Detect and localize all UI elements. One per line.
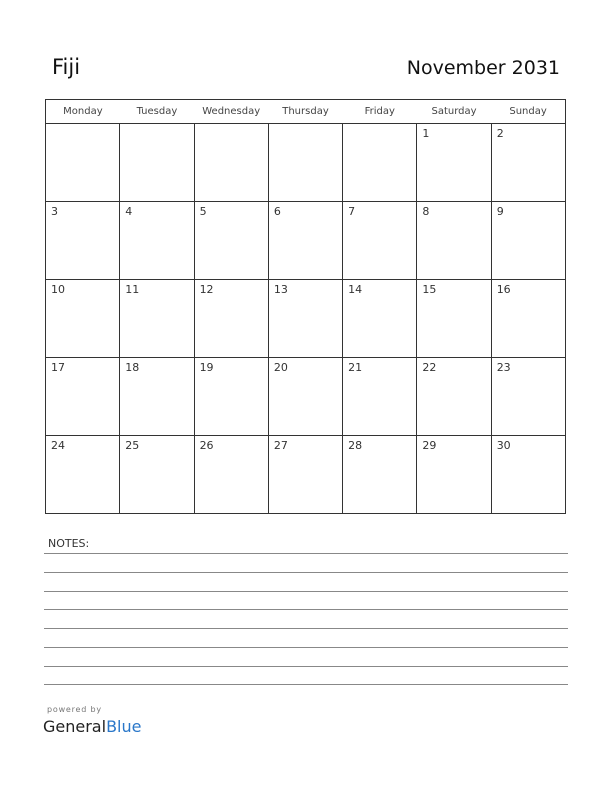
day-cell: [194, 124, 268, 202]
day-number: 19: [199, 361, 214, 374]
day-number: 22: [422, 361, 437, 374]
week-row: [46, 202, 566, 280]
weekday-header: Tuesday: [120, 100, 194, 124]
note-line: [44, 666, 568, 667]
month-year-title: November 2031: [406, 57, 560, 79]
note-line: [44, 572, 568, 573]
day-cell: [343, 202, 417, 280]
day-cell: [46, 202, 120, 280]
day-cell: [46, 124, 120, 202]
day-cell: [268, 124, 342, 202]
day-number: 8: [422, 205, 430, 218]
day-number: 12: [199, 283, 214, 296]
note-line: [44, 684, 568, 685]
day-number: 5: [199, 205, 207, 218]
note-line: [44, 609, 568, 610]
weekday-header: Thursday: [268, 100, 342, 124]
day-cell: [343, 280, 417, 358]
day-number: 27: [273, 439, 288, 452]
day-number: 4: [125, 205, 133, 218]
day-number: 29: [422, 439, 437, 452]
day-number: 9: [496, 205, 504, 218]
day-cell: [343, 358, 417, 436]
day-cell: [120, 358, 194, 436]
day-cell: [46, 358, 120, 436]
day-cell: [491, 358, 565, 436]
day-number: 15: [422, 283, 437, 296]
weekday-header-row: [46, 100, 566, 124]
weekday-header: Saturday: [417, 100, 491, 124]
brand-part-blue: Blue: [106, 717, 142, 736]
day-cell: [343, 124, 417, 202]
day-number: 14: [348, 283, 363, 296]
day-number: 24: [51, 439, 65, 452]
calendar-grid: [45, 99, 566, 514]
week-row: [46, 280, 566, 358]
day-cell: [120, 124, 194, 202]
day-number: 10: [51, 283, 65, 296]
week-row: [46, 358, 566, 436]
day-number: 13: [273, 283, 288, 296]
day-number: 11: [125, 283, 140, 296]
weekday-header: Friday: [343, 100, 417, 124]
day-cell: [120, 436, 194, 514]
day-number: 23: [496, 361, 511, 374]
day-cell: [120, 202, 194, 280]
day-number: 16: [496, 283, 511, 296]
day-number: [46, 124, 119, 127]
day-number: [343, 124, 416, 127]
day-cell: [194, 202, 268, 280]
weekday-header: Monday: [46, 100, 120, 124]
day-number: 1: [422, 127, 430, 140]
powered-by-text: powered by: [47, 705, 102, 714]
week-row: [46, 436, 566, 514]
day-cell: [46, 436, 120, 514]
day-cell: [417, 436, 491, 514]
week-row: [46, 124, 566, 202]
day-number: 25: [125, 439, 140, 452]
brand-part-general: General: [43, 717, 107, 736]
day-number: 6: [273, 205, 281, 218]
day-number: 20: [273, 361, 288, 374]
note-line: [44, 628, 568, 629]
day-cell: [491, 202, 565, 280]
day-number: 3: [51, 205, 58, 218]
day-number: 30: [496, 439, 511, 452]
day-cell: [194, 436, 268, 514]
notes-label: NOTES:: [48, 537, 90, 550]
day-cell: [417, 280, 491, 358]
day-cell: [491, 280, 565, 358]
day-cell: [268, 280, 342, 358]
day-number: 18: [125, 361, 140, 374]
day-cell: [417, 124, 491, 202]
country-title: Fiji: [52, 55, 81, 79]
day-cell: [491, 124, 565, 202]
note-line: [44, 591, 568, 592]
day-number: [269, 124, 342, 127]
day-cell: [46, 280, 120, 358]
day-cell: [268, 202, 342, 280]
day-cell: [417, 358, 491, 436]
day-number: 17: [51, 361, 65, 374]
generalblue-logo: [43, 717, 141, 736]
note-line: [44, 647, 568, 648]
day-cell: [491, 436, 565, 514]
day-number: 7: [348, 205, 356, 218]
day-cell: [194, 358, 268, 436]
day-number: 26: [199, 439, 214, 452]
day-number: 28: [348, 439, 363, 452]
weekday-header: Sunday: [491, 100, 565, 124]
note-line: [44, 553, 568, 554]
day-cell: [194, 280, 268, 358]
weekday-header: Wednesday: [194, 100, 268, 124]
day-cell: [417, 202, 491, 280]
day-number: 21: [348, 361, 363, 374]
day-number: [195, 124, 268, 127]
day-cell: [343, 436, 417, 514]
day-number: [120, 124, 193, 127]
day-cell: [268, 436, 342, 514]
day-cell: [120, 280, 194, 358]
day-cell: [268, 358, 342, 436]
day-number: 2: [496, 127, 504, 140]
